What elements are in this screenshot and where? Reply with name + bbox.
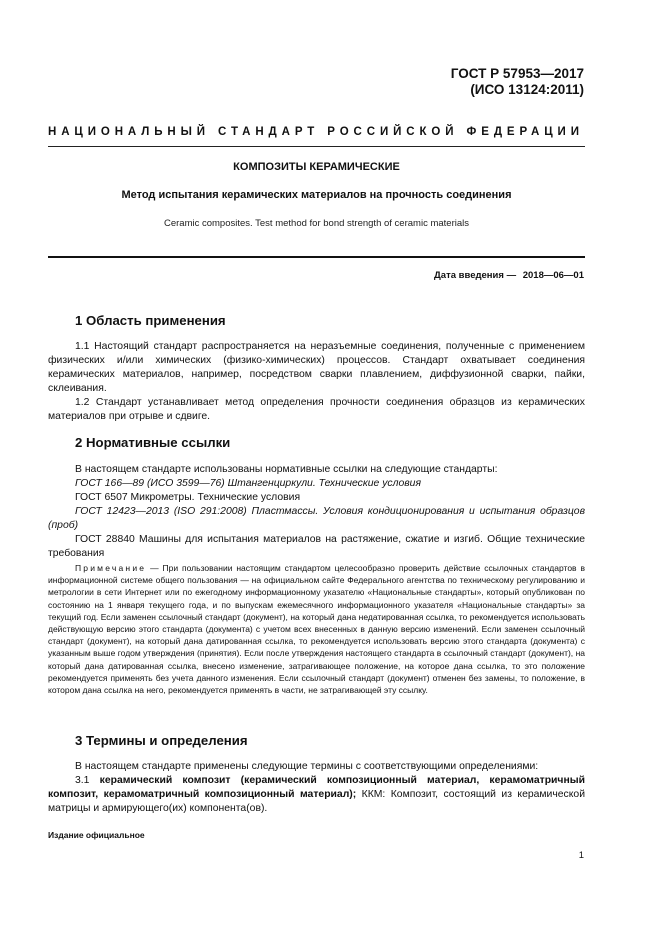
section-2-heading: 2 Нормативные ссылки: [75, 435, 231, 450]
section-3-body: [48, 760, 585, 816]
document-title-english: Ceramic composites. Test method for bond strength of ceramic materials: [163, 218, 469, 229]
document-number: [451, 66, 584, 98]
note-text: — При пользовании настоящим стандартом целесообразно проверить действие ссылочных стандартов в информационной системе общего пользования — на официальном сайте Федерального агентства по техническому регулированию и метрологии в сети Интернет или по ежегодному информационному указателю «Национальные стандарты», который опубликован по состоянию на 1 января текущего года, и по выпускам ежемесячного информационного указателя «Национальные стандарты» за текущий год. Если заменен ссылочный стандарт (документ), на который дана недатированная ссылка, то рекомендуется использовать действующую версию этого стандарта (документа) с учетом всех внесенных в данную версию изменений. Если заменен ссылочный стандарт (документ), на который дана датированная ссылка, то рекомендуется использовать версию этого стандарта (документа) с указанным выше годом утверждения (принятия). Если после утверждения настоящего стандарта в ссылочный стандарт (документ), на который дана датированная ссылка, внесено изменение, затрагивающее положение, на которое дана ссылка, то это положение рекомендуется применять без учета данного изменения. Если ссылочный стандарт (документ) отменен без замены, то положение, в котором дана ссылка на него, рекомендуется применять в части, не затрагивающей эту ссылку.: [48, 563, 585, 696]
term-definition: ККМ: Композит, состоящий из керамической матрицы и армирующего(их) компонента(ов).: [48, 789, 585, 814]
references-intro: В настоящем стандарте использованы нормативные ссылки на следующие стандарты:: [75, 464, 498, 475]
paragraph-1-2: 1.2 Стандарт устанавливает метод определения прочности соединения образцов из керамических материалов при отрыве и сдвиге.: [48, 397, 585, 422]
document-number-gost: ГОСТ Р 57953—2017: [450, 66, 584, 81]
introduction-date-value: 2018—06—01: [522, 270, 584, 281]
section-1-heading: 1 Область применения: [75, 313, 226, 328]
reference-item: ГОСТ 166—89 (ИСО 3599—76) Штангенциркули. Технические условия: [75, 478, 421, 489]
paragraph-1-1: 1.1 Настоящий стандарт распространяется на неразъемные соединения, полученные с применением физических и/или химических (физико-химических) процессов. Стандарт охватывает соединения керамических материалов, например, посредством сварки плавлением, диффузионной сварки, пайки, склеивания.: [48, 341, 585, 394]
introduction-date: [434, 270, 584, 281]
reference-item: ГОСТ 12423—2013 (ISO 291:2008) Пластмассы. Условия кондиционирования и испытания образцов (проб): [48, 506, 585, 531]
note-label: Примечание: [75, 563, 147, 573]
national-standard-banner: НАЦИОНАЛЬНЫЙ СТАНДАРТ РОССИЙСКОЙ ФЕДЕРАЦИИ: [48, 126, 584, 138]
section-1-body: [48, 340, 585, 424]
term-3-1: [48, 774, 585, 816]
banner-divider: [48, 146, 585, 147]
reference-item: ГОСТ 6507 Микрометры. Технические условия: [75, 492, 301, 503]
section-3-heading: 3 Термины и определения: [75, 733, 248, 748]
term-name: керамический композит (керамический композиционный материал, керамоматричный композит, керамоматричный композиционный материал);: [48, 775, 585, 800]
official-edition-label: Издание официальное: [48, 830, 145, 840]
introduction-date-label: Дата введения —: [434, 270, 517, 281]
document-number-iso: (ИСО 13124:2011): [470, 82, 584, 97]
terms-intro: В настоящем стандарте применены следующие термины с соответствующими определениями:: [75, 761, 539, 772]
document-subtitle: Метод испытания керамических материалов на прочность соединения: [121, 189, 512, 201]
reference-item: ГОСТ 28840 Машины для испытания материалов на растяжение, сжатие и изгиб. Общие технические требования: [48, 534, 585, 559]
references-note: [48, 562, 585, 696]
page-number: 1: [578, 850, 584, 861]
normative-references: [48, 463, 585, 561]
title-divider: [48, 256, 585, 258]
document-title: КОМПОЗИТЫ КЕРАМИЧЕСКИЕ: [233, 161, 400, 173]
term-number: 3.1: [75, 775, 90, 786]
